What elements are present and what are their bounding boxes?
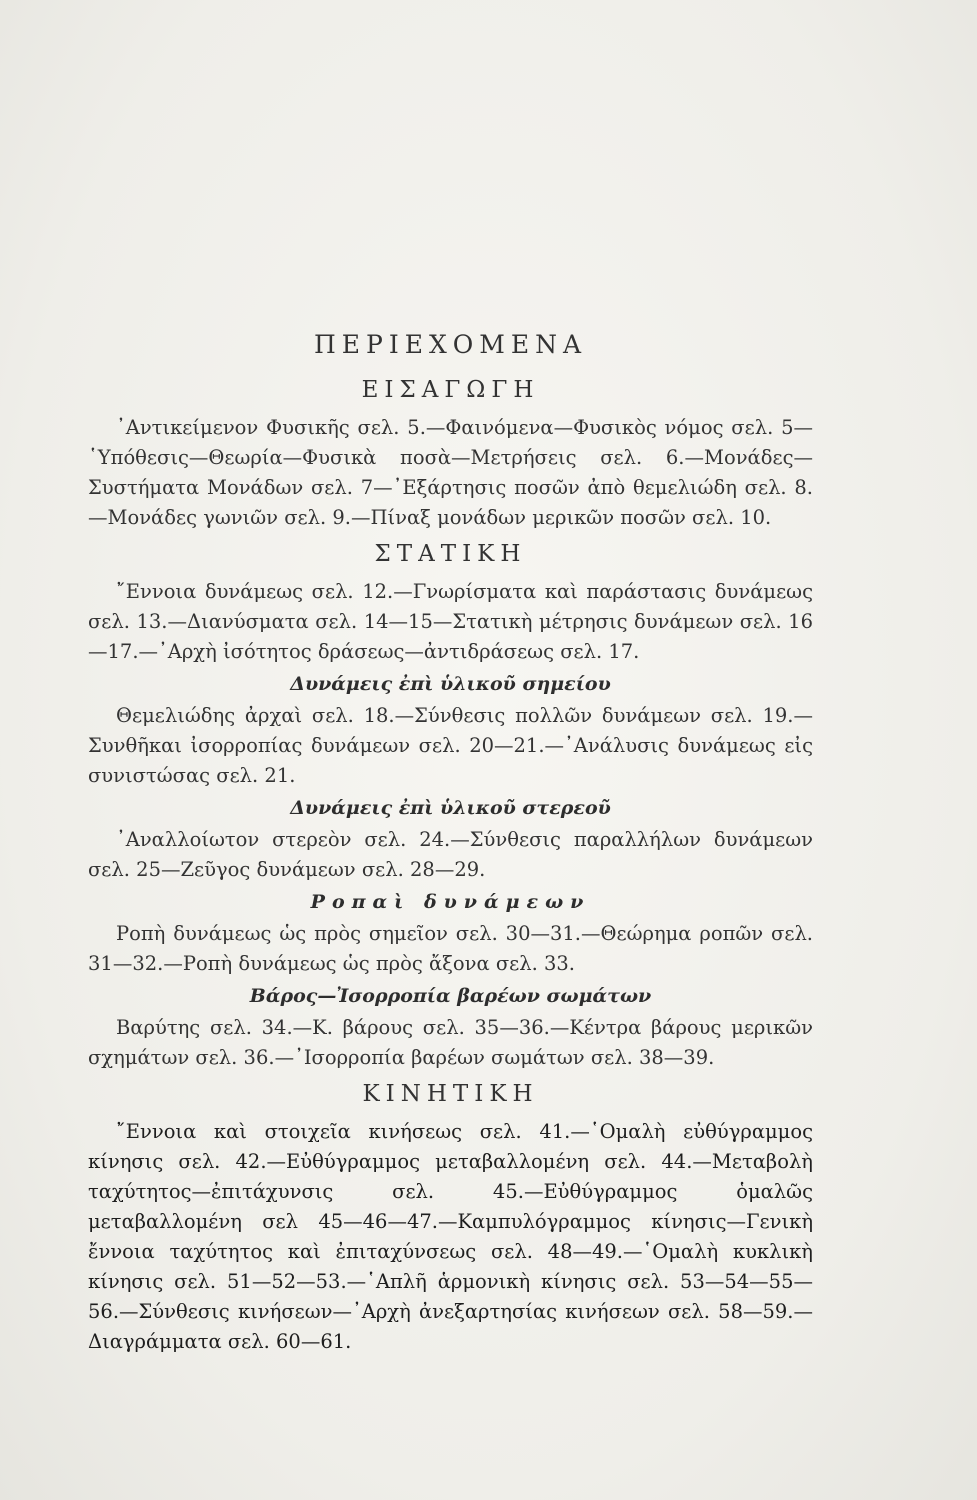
- weight-equilibrium-paragraph: Βαρύτης σελ. 34.—Κ. βάρους σελ. 35—36.—Κέντρα βάρους μερικῶν σχημάτων σελ. 36.—᾿Ισορροπία βαρέων σωμάτων σελ. 38—39.: [88, 1016, 813, 1069]
- kinetics-paragraph: ῎Εννοια καὶ στοιχεῖα κινήσεως σελ. 41.—῾Ομαλὴ εὐθύγραμμος κίνησις σελ. 42.—Εὐθύγραμμος μεταβαλλομένη σελ. 44.—Μεταβολὴ ταχύτητος—ἐπιτάχυνσις σελ. 45.—Εὐθύγραμμος ὁμαλῶς μεταβαλλομένη σελ 45—46—47.—Καμπυλόγραμμος κίνησις—Γενικὴ ἔννοια ταχύτητος καὶ ἐπιταχύνσεως σελ. 48—49.—῾Ομαλὴ κυκλικὴ κίνησις σελ. 51—52—53.—῾Απλῆ ἁρμονικὴ κίνησις σελ. 53—54—55—56.—Σύνθεσις κινήσεων—᾿Αρχὴ ἀνεξαρτησίας κινήσεων σελ. 58—59.—Διαγράμματα σελ. 60—61.: [88, 1120, 813, 1353]
- subsection-rigid-body-forces: [88, 797, 813, 885]
- subheading-moments: Ροπαὶ δυνάμεων: [310, 891, 591, 913]
- moments-paragraph: Ροπὴ δυνάμεως ὡς πρὸς σημεῖον σελ. 30—31.—Θεώρημα ροπῶν σελ. 31—32.—Ροπὴ δυνάμεως ὡς πρὸς ἄξονα σελ. 33.: [88, 922, 813, 975]
- page-title: ΠΕΡΙΕΧΟΜΕΝΑ: [313, 330, 588, 359]
- section-kinetics: [88, 1081, 813, 1357]
- section-statics: [88, 541, 813, 1073]
- table-of-contents: [88, 330, 813, 1365]
- rigid-body-forces-paragraph: ᾿Αναλλοίωτον στερεὸν σελ. 24.—Σύνθεσις παραλλήλων δυνάμεων σελ. 25—Ζεῦγος δυνάμεων σελ. 28—29.: [88, 828, 813, 881]
- section-heading-statics: ΣΤΑΤΙΚΗ: [374, 541, 527, 567]
- introduction-paragraph: ᾿Αντικείμενον Φυσικῆς σελ. 5.—Φαινόμενα—Φυσικὸς νόμος σελ. 5—῾Υπόθεσις—Θεωρία—Φυσικὰ ποσὰ—Μετρήσεις σελ. 6.—Μονάδες—Συστήματα Μονάδων σελ. 7—᾿Εξάρτησις ποσῶν ἀπὸ θεμελιώδη σελ. 8.—Μονάδες γωνιῶν σελ. 9.—Πίναξ μονάδων μερικῶν ποσῶν σελ. 10.: [88, 416, 813, 529]
- section-heading-introduction: ΕΙΣΑΓΩΓΗ: [361, 377, 540, 403]
- subheading-rigid-body-forces: Δυνάμεις ἐπὶ ὑλικοῦ στερεοῦ: [290, 797, 611, 819]
- subsection-moments: [88, 891, 813, 979]
- point-forces-paragraph: Θεμελιώδης ἀρχαὶ σελ. 18.—Σύνθεσις πολλῶν δυνάμεων σελ. 19.—Συνθῆκαι ἰσορροπίας δυνάμεων σελ. 20—21.—᾿Ανάλυσις δυνάμεως εἰς συνιστώσας σελ. 21.: [88, 704, 813, 787]
- section-introduction: [88, 377, 813, 533]
- section-heading-kinetics: ΚΙΝΗΤΙΚΗ: [362, 1081, 539, 1107]
- subsection-point-forces: [88, 673, 813, 791]
- subheading-weight-equilibrium: Βάρος—Ἰσορροπία βαρέων σωμάτων: [249, 985, 652, 1007]
- subsection-weight-equilibrium: [88, 985, 813, 1073]
- subheading-point-forces: Δυνάμεις ἐπὶ ὑλικοῦ σημείου: [290, 673, 611, 695]
- statics-paragraph: ῎Εννοια δυνάμεως σελ. 12.—Γνωρίσματα καὶ παράστασις δυνάμεως σελ. 13.—Διανύσματα σελ. 14—15—Στατικὴ μέτρησις δυνάμεων σελ. 16—17.—᾿Αρχὴ ἰσότητος δράσεως—ἀντιδράσεως σελ. 17.: [88, 580, 813, 663]
